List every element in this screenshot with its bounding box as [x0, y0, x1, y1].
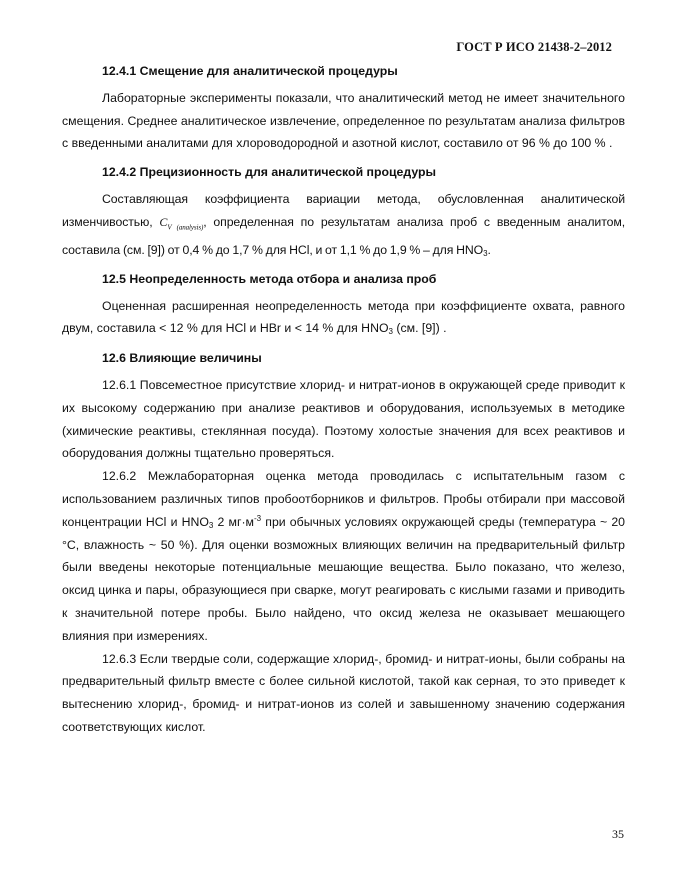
- paragraph-text: .: [487, 242, 491, 257]
- paragraph-text: Оцененная расширенная неопределенность метода при коэффициенте охвата, равного двум, составила < 12 % для HCl и HBr и < 14 % для HNO: [62, 298, 625, 336]
- superscript: -3: [254, 513, 262, 523]
- paragraph-text: 12.6.2 Межлабораторная оценка метода проводилась с испытательным газом с использованием различных типов пробоотборников и фильтров. Пробы отбирали при массовой концентрации HCl и HNO: [62, 469, 625, 529]
- subscript: 3: [388, 327, 393, 337]
- subscript: 3: [208, 520, 214, 530]
- paragraph-12-6-3: 12.6.3 Если твердые соли, содержащие хлорид-, бромид- и нитрат-ионы, были собраны на предварительный фильтр вместе с более сильной кислотой, такой как серная, то это приведет к вытеснению хлорид-, бромид- и нитрат-ионов из солей и завышенному значению содержания соответствующих кислот.: [62, 651, 625, 734]
- subscript: 3: [483, 248, 488, 258]
- paragraph-text: при обычных условиях окружающей среды (температура ~ 20 °С, влажность ~ 50 %). Для оценки возможных влияющих величин на предварительный фильтр были введены некоторые потенциальные мешающие вещества. Было показано, что железо, оксид цинка и пары, образующиеся при сварке, могут реагировать с кислыми газами и приводить к значительной потере пробы. Было найдено, что оксид железа не оказывает мешающего влияния при измерениях.: [62, 514, 625, 643]
- paragraph-text: 2 мг·м: [213, 514, 255, 529]
- section-heading-12-5: 12.5 Неопределенность метода отбора и анализа проб: [102, 271, 437, 286]
- paragraph-12-4-1: Лабораторные эксперименты показали, что аналитический метод не имеет значительного смещения. Среднее аналитическое извлечение, определенное по результатам анализа фильтров с введенными аналитами для хлороводородной и азотной кислот, составило от 96 % до 100 % .: [62, 90, 625, 151]
- paragraph-12-6-2: [62, 465, 625, 647]
- page-number: 35: [612, 827, 624, 841]
- cv-analysis-symbol: $C_{V (analysis)}$: [159, 214, 204, 232]
- paragraph-12-6-1: 12.6.1 Повсеместное присутствие хлорид- и нитрат-ионов в окружающей среде приводит к их высокому содержанию при анализе реактивов и оборудования, используемых в методике (химические реактивы, стеклянная посуда). Поэтому холостые значения для всех реактивов и оборудования должны тщательно проверяться.: [62, 377, 625, 461]
- paragraph-text: (см. [9]) .: [392, 321, 447, 336]
- section-heading-12-4-2: 12.4.2 Прецизионность для аналитической процедуры: [102, 165, 437, 180]
- section-heading-12-6: 12.6 Влияющие величины: [102, 351, 262, 366]
- page-body: [62, 60, 625, 739]
- section-heading-12-4-1: 12.4.1 Смещение для аналитической процедуры: [102, 64, 398, 78]
- document-header: ГОСТ Р ИСО 21438-2–2012: [456, 40, 612, 54]
- paragraph-12-5: [62, 295, 625, 341]
- paragraph-text: , определенная по результатам анализа проб с введенным аналитом, составила (см. [9]) от 0,4 % до 1,7 % для HCl, и от 1,1 % до 1,9 % – для HNO: [62, 214, 626, 257]
- paragraph-12-4-2: [62, 188, 625, 262]
- paragraph-text: Составляющая коэффициента вариации метода, обусловленная аналитической изменчивостью,: [62, 191, 625, 229]
